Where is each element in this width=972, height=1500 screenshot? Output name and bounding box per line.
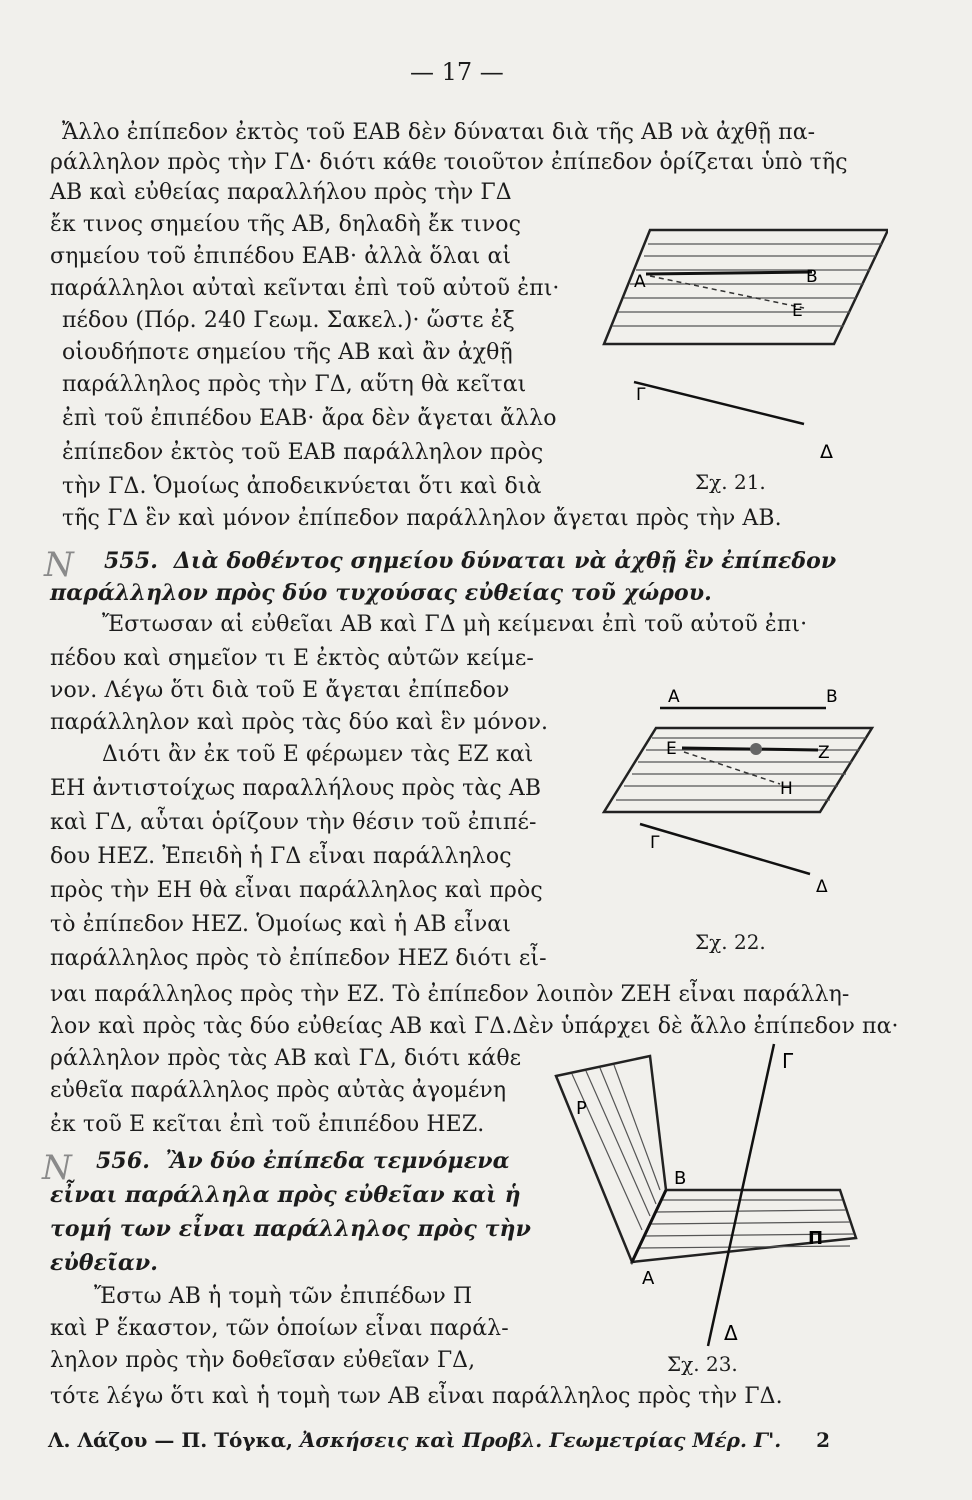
fig22-label-h: H — [780, 779, 793, 799]
section-555-heading — [104, 546, 836, 576]
text-line: καὶ Ρ ἕκαστον, τῶν ὁποίων εἶναι παράλ- — [50, 1316, 509, 1341]
section-title: παράλληλον πρὸς δύο τυχούσας εὐθείας τοῦ χώρου. — [50, 580, 712, 606]
figure-21-caption: Σχ. 21. — [695, 470, 766, 494]
footer-title: Ἀσκήσεις καὶ Προβλ. Γεωμετρίας Μέρ. Γ'. — [299, 1428, 782, 1452]
section-title: εὐθεῖαν. — [50, 1250, 158, 1276]
fig22-label-b: B — [826, 687, 838, 707]
text-line: οἱουδήποτε σημείου τῆς ΑΒ καὶ ἂν ἀχθῇ — [62, 340, 513, 365]
text-line: ἐπίπεδον ἐκτὸς τοῦ ΕΑΒ παράλληλον πρὸς — [62, 440, 544, 465]
section-number: 555. — [104, 548, 158, 574]
margin-mark: Ν — [44, 545, 74, 585]
fig22-label-z: Z — [818, 743, 830, 763]
figure-23 — [550, 1040, 880, 1360]
margin-mark: Ν — [42, 1148, 72, 1188]
text-line: παράλληλος πρὸς τὸ ἐπίπεδον ΗΕΖ διότι εἶ- — [50, 946, 547, 971]
footer-authors: Λ. Λάζου — Π. Τόγκα, — [48, 1428, 300, 1452]
text-line: δου ΗΕΖ. Ἐπειδὴ ἡ ΓΔ εἶναι παράλληλος — [50, 844, 512, 869]
fig23-label-pi: Π — [808, 1228, 824, 1249]
section-title: εἶναι παράλληλα πρὸς εὐθεῖαν καὶ ἡ — [50, 1182, 521, 1208]
fig21-label-b: B — [806, 267, 818, 287]
text-line: ΑΒ καὶ εὐθείας παραλλήλου πρὸς τὴν ΓΔ — [50, 180, 512, 205]
page-footer — [48, 1428, 830, 1452]
fig23-label-g: Γ — [782, 1049, 794, 1073]
fig21-label-g: Γ — [636, 385, 646, 405]
text-line: ΕΗ ἀντιστοίχως παραλλήλους πρὸς τὰς ΑΒ — [50, 776, 542, 801]
text-line: τὴν ΓΔ. Ὁμοίως ἀποδεικνύεται ὅτι καὶ διὰ — [62, 474, 542, 499]
text-line: νον. Λέγω ὅτι διὰ τοῦ Ε ἄγεται ἐπίπεδον — [50, 678, 510, 703]
fig22-label-e: E — [666, 739, 677, 759]
fig23-label-b: B — [674, 1168, 687, 1189]
text-line: τότε λέγω ὅτι καὶ ἡ τομὴ των ΑΒ εἶναι παράλληλος πρὸς τὴν ΓΔ. — [50, 1384, 783, 1409]
text-line: πέδου (Πόρ. 240 Γεωμ. Σακελ.)· ὥστε ἐξ — [62, 308, 515, 333]
fig22-label-d: Δ — [816, 877, 828, 897]
text-line: τῆς ΓΔ ἓν καὶ μόνον ἐπίπεδον παράλληλον ἄγεται πρὸς τὴν ΑΒ. — [62, 506, 782, 531]
fig23-label-p: P — [576, 1098, 587, 1119]
text-line: εὐθεῖα παράλληλος πρὸς αὐτὰς ἀγομένη — [50, 1078, 507, 1103]
text-line: ἔκ τινος σημείου τῆς ΑΒ, δηλαδὴ ἔκ τινος — [50, 212, 522, 237]
fig21-label-a: A — [634, 272, 646, 292]
fig21-label-d: Δ — [820, 441, 833, 463]
fig23-label-a: A — [642, 1268, 655, 1289]
text-line: Ἄλλο ἐπίπεδον ἐκτὸς τοῦ ΕΑΒ δὲν δύναται διὰ τῆς ΑΒ νὰ ἀχθῇ πα- — [62, 120, 816, 145]
figure-21 — [598, 224, 888, 464]
text-line: Ἔστωσαν αἱ εὐθεῖαι ΑΒ καὶ ΓΔ μὴ κείμεναι ἐπὶ τοῦ αὐτοῦ ἐπι· — [102, 612, 808, 637]
text-line: Διότι ἂν ἐκ τοῦ Ε φέρωμεν τὰς ΕΖ καὶ — [102, 742, 534, 767]
fig21-label-e: E — [792, 301, 803, 321]
text-line: λον καὶ πρὸς τὰς δύο εὐθείας ΑΒ καὶ ΓΔ.Δὲν ὑπάρχει δὲ ἄλλο ἐπίπεδον πα· — [50, 1014, 899, 1039]
figure-22 — [600, 680, 890, 910]
figure-23-caption: Σχ. 23. — [667, 1352, 738, 1376]
text-line: ράλληλον πρὸς τὰς ΑΒ καὶ ΓΔ, διότι κάθε — [50, 1046, 522, 1071]
text-line: ἐπὶ τοῦ ἐπιπέδου ΕΑΒ· ἄρα δὲν ἄγεται ἄλλο — [62, 406, 557, 431]
section-title: Διὰ δοθέντος σημείου δύναται νὰ ἀχθῇ ἓν ἐπίπεδον — [173, 548, 837, 574]
text-line: τὸ ἐπίπεδον ΗΕΖ. Ὁμοίως καὶ ἡ ΑΒ εἶναι — [50, 912, 511, 937]
text-line: παράλληλοι αὐταὶ κεῖνται ἐπὶ τοῦ αὐτοῦ ἐπι· — [50, 276, 560, 301]
text-line: παράλληλον καὶ πρὸς τὰς δύο καὶ ἓν μόνον. — [50, 710, 549, 735]
section-title: τομή των εἶναι παράλληλος πρὸς τὴν — [50, 1216, 531, 1242]
text-line: πρὸς τὴν ΕΗ θὰ εἶναι παράλληλος καὶ πρὸς — [50, 878, 543, 903]
section-title: Ἂν δύο ἐπίπεδα τεμνόμενα — [165, 1148, 510, 1174]
text-line: καὶ ΓΔ, αὗται ὁρίζουν τὴν θέσιν τοῦ ἐπιπέ- — [50, 810, 537, 835]
text-line: Ἔστω ΑΒ ἡ τομὴ τῶν ἐπιπέδων Π — [94, 1284, 473, 1309]
text-line: ληλον πρὸς τὴν δοθεῖσαν εὐθεῖαν ΓΔ, — [50, 1348, 476, 1373]
figure-22-caption: Σχ. 22. — [695, 930, 766, 954]
text-line: παράλληλος πρὸς τὴν ΓΔ, αὕτη θὰ κεῖται — [62, 372, 527, 397]
text-line: πέδου καὶ σημεῖον τι Ε ἐκτὸς αὐτῶν κείμε- — [50, 646, 534, 671]
text-line: ράλληλον πρὸς τὴν ΓΔ· διότι κάθε τοιοῦτον ἐπίπεδον ὁρίζεται ὑπὸ τῆς — [50, 150, 848, 175]
fig23-label-d: Δ — [724, 1321, 738, 1345]
fig22-label-g: Γ — [650, 833, 660, 853]
text-line: ἐκ τοῦ Ε κεῖται ἐπὶ τοῦ ἐπιπέδου ΗΕΖ. — [50, 1112, 485, 1137]
text-line: σημείου τοῦ ἐπιπέδου ΕΑΒ· ἀλλὰ ὅλαι αἱ — [50, 244, 512, 269]
footer-sheet-number: 2 — [816, 1428, 831, 1452]
section-number: 556. — [96, 1148, 150, 1174]
text-line: ναι παράλληλος πρὸς τὴν ΕΖ. Τὸ ἐπίπεδον λοιπὸν ΖΕΗ εἶναι παράλλη- — [50, 982, 850, 1007]
section-556-heading — [96, 1146, 510, 1176]
page-number: — 17 — — [410, 58, 504, 86]
fig22-label-a: A — [668, 687, 680, 707]
